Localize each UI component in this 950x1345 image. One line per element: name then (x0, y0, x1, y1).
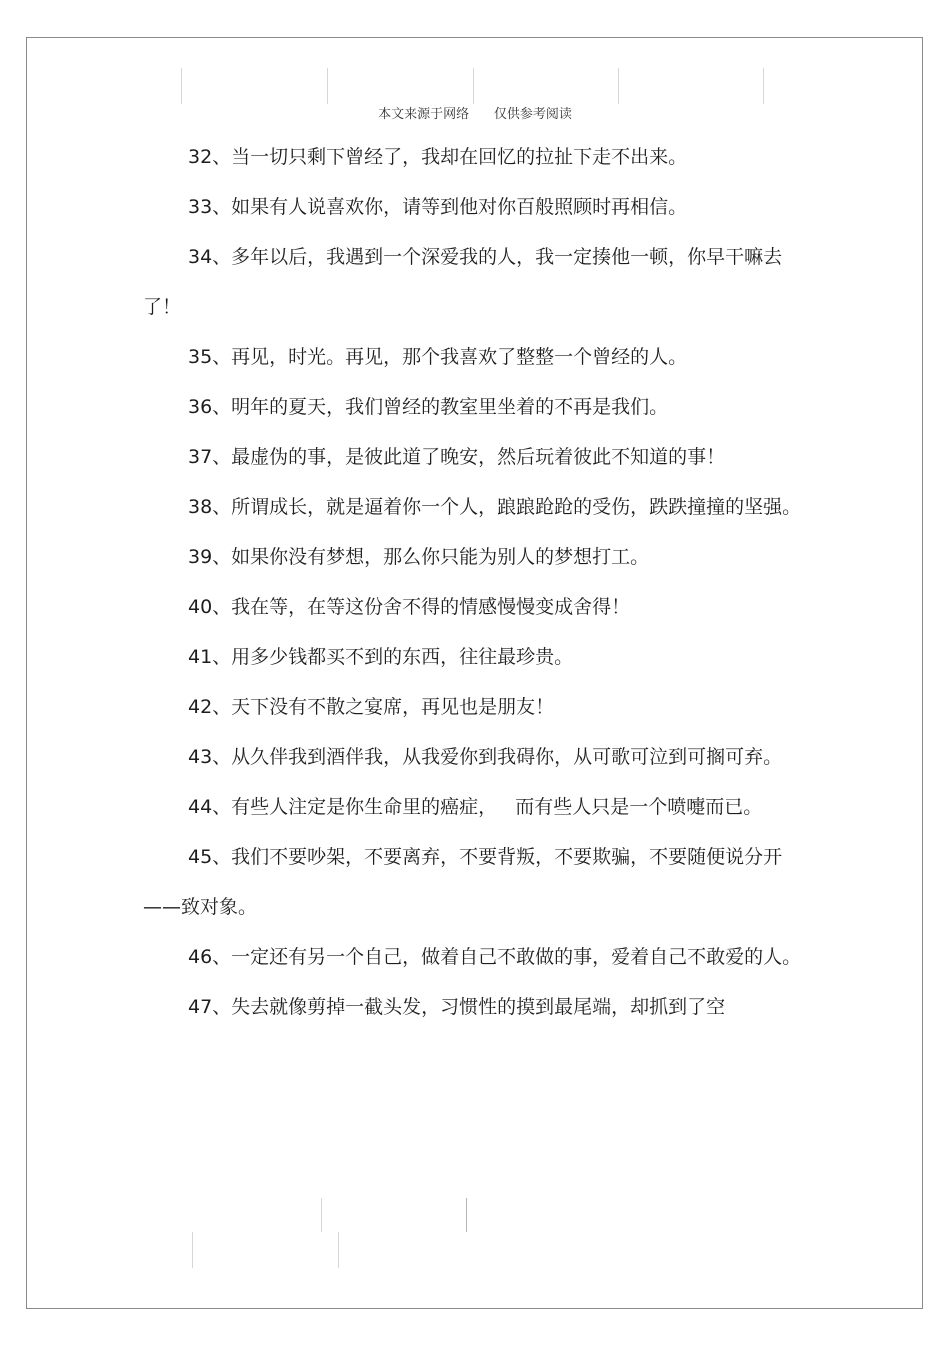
paragraph-47: 47、失去就像剪掉一截头发，习惯性的摸到最尾端，却抓到了空 (188, 996, 726, 1018)
paragraph-39: 39、如果你没有梦想，那么你只能为别人的梦想打工。 (188, 546, 650, 568)
document-body (143, 132, 803, 1032)
bottom-guide-line-2 (466, 1198, 467, 1232)
paragraph-44: 44、有些人注定是你生命里的癌症， 而有些人只是一个喷嚏而已。 (188, 796, 763, 818)
top-guide-line-5 (763, 68, 764, 104)
paragraph-38: 38、所谓成长，就是逼着你一个人，踉踉跄跄的受伤，跌跌撞撞的坚强。 (188, 496, 802, 518)
paragraph-45: 45、我们不要吵架，不要离弃，不要背叛，不要欺骗，不要随便说分开——致对象。 (143, 846, 783, 918)
paragraph-33: 33、如果有人说喜欢你，请等到他对你百般照顾时再相信。 (188, 196, 688, 218)
top-guide-line-4 (618, 68, 619, 104)
paragraph-41: 41、用多少钱都买不到的东西，往往最珍贵。 (188, 646, 574, 668)
top-guide-line-1 (181, 68, 182, 104)
bottom-guide-line-1 (321, 1198, 322, 1232)
bottom-guide-line-4 (338, 1232, 339, 1268)
top-guide-line-2 (327, 68, 328, 104)
paragraph-37: 37、最虚伪的事，是彼此道了晚安，然后玩着彼此不知道的事！ (188, 446, 726, 468)
paragraph-36: 36、明年的夏天，我们曾经的教室里坐着的不再是我们。 (188, 396, 669, 418)
paragraph-40: 40、我在等，在等这份舍不得的情感慢慢变成舍得！ (188, 596, 631, 618)
paragraph-35: 35、再见，时光。再见，那个我喜欢了整整一个曾经的人。 (188, 346, 688, 368)
paragraph-42: 42、天下没有不散之宴席，再见也是朋友！ (188, 696, 555, 718)
paragraph-32: 32、当一切只剩下曾经了，我却在回忆的拉扯下走不出来。 (188, 146, 688, 168)
paragraph-46: 46、一定还有另一个自己，做着自己不敢做的事，爱着自己不敢爱的人。 (188, 946, 802, 968)
header-note: 本文来源于网络 仅供参考阅读 (378, 107, 572, 122)
paragraph-34: 34、多年以后，我遇到一个深爱我的人，我一定揍他一顿，你早干嘛去了！ (143, 246, 783, 318)
paragraph-43: 43、从久伴我到酒伴我，从我爱你到我碍你，从可歌可泣到可搁可弃。 (188, 746, 783, 768)
bottom-guide-line-3 (192, 1232, 193, 1268)
top-guide-line-3 (473, 68, 474, 104)
